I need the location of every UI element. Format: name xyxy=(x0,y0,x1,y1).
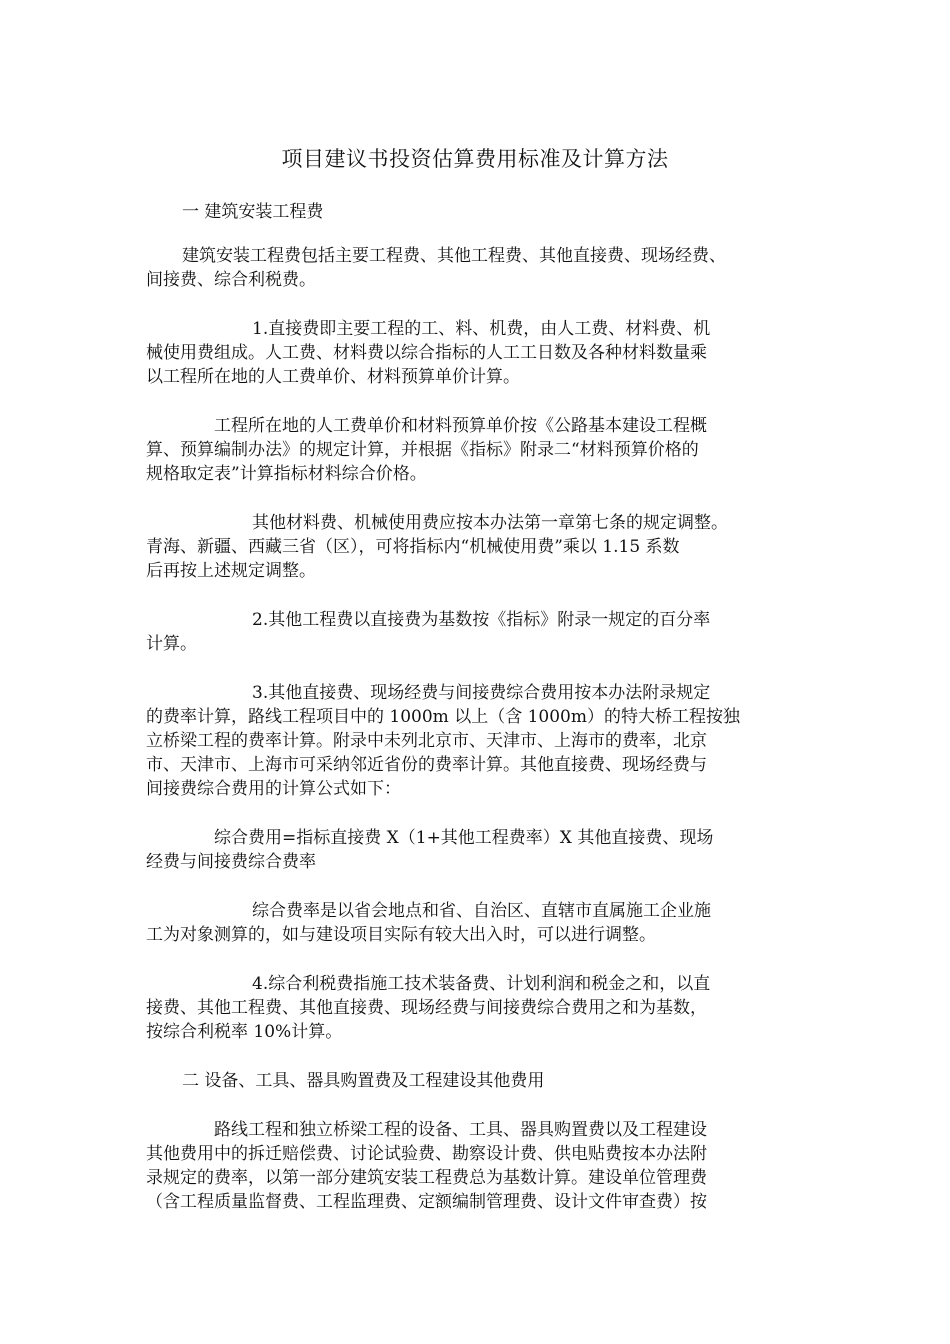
paragraph-line: 接费、其他工程费、其他直接费、现场经费与间接费综合费用之和为基数， xyxy=(146,998,707,1018)
paragraph-line: 以工程所在地的人工费单价、材料预算单价计算。 xyxy=(146,367,520,387)
paragraph-line: 间接费、综合利税费。 xyxy=(146,270,316,290)
paragraph-line: 后再按上述规定调整。 xyxy=(146,561,316,581)
paragraph-line: （含工程质量监督费、工程监理费、定额编制管理费、设计文件审查费）按 xyxy=(146,1192,707,1212)
paragraph-line: 工为对象测算的，如与建设项目实际有较大出入时，可以进行调整。 xyxy=(146,925,656,945)
paragraph-line: 4.综合利税费指施工技术装备费、计划利润和税金之和，以直 xyxy=(252,974,711,994)
paragraph-line: 规格取定表”计算指标材料综合价格。 xyxy=(146,464,427,484)
paragraph-line: 建筑安装工程费包括主要工程费、其他工程费、其他直接费、现场经费、 xyxy=(182,246,726,266)
section-heading-2: 二 设备、工具、器具购置费及工程建设其他费用 xyxy=(182,1071,545,1091)
paragraph-line: 械使用费组成。人工费、材料费以综合指标的人工工日数及各种材料数量乘 xyxy=(146,343,707,363)
document-title: 项目建议书投资估算费用标准及计算方法 xyxy=(281,147,669,171)
section-heading-1: 一 建筑安装工程费 xyxy=(182,202,324,222)
paragraph-line: 工程所在地的人工费单价和材料预算单价按《公路基本建设工程概 xyxy=(214,416,707,436)
paragraph-line: 3.其他直接费、现场经费与间接费综合费用按本办法附录规定 xyxy=(252,683,711,703)
paragraph-line: 的费率计算，路线工程项目中的 1000m 以上（含 1000m）的特大桥工程按独 xyxy=(146,707,740,727)
paragraph-line: 路线工程和独立桥梁工程的设备、工具、器具购置费以及工程建设 xyxy=(214,1120,707,1140)
formula-line: 经费与间接费综合费率 xyxy=(146,852,316,872)
paragraph-line: 算、预算编制办法》的规定计算，并根据《指标》附录二“材料预算价格的 xyxy=(146,440,699,460)
paragraph-line: 其他费用中的拆迁赔偿费、讨论试验费、勘察设计费、供电贴费按本办法附 xyxy=(146,1144,707,1164)
paragraph-line: 计算。 xyxy=(146,634,197,654)
paragraph-line: 青海、新疆、西藏三省（区），可将指标内“机械使用费”乘以 1.15 系数 xyxy=(146,537,680,557)
paragraph-line: 间接费综合费用的计算公式如下： xyxy=(146,779,401,799)
paragraph-line: 2.其他工程费以直接费为基数按《指标》附录一规定的百分率 xyxy=(252,610,711,630)
paragraph-line: 综合费率是以省会地点和省、自治区、直辖市直属施工企业施 xyxy=(252,901,711,921)
paragraph-line: 录规定的费率，以第一部分建筑安装工程费总为基数计算。建设单位管理费 xyxy=(146,1168,707,1188)
paragraph-line: 其他材料费、机械使用费应按本办法第一章第七条的规定调整。 xyxy=(252,513,728,533)
formula-line: 综合费用=指标直接费 X（1+其他工程费率）X 其他直接费、现场 xyxy=(214,828,714,848)
paragraph-line: 市、天津市、上海市可采纳邻近省份的费率计算。其他直接费、现场经费与 xyxy=(146,755,707,775)
paragraph-line: 立桥梁工程的费率计算。附录中未列北京市、天津市、上海市的费率，北京 xyxy=(146,731,707,751)
paragraph-line: 按综合利税率 10%计算。 xyxy=(146,1022,343,1042)
paragraph-line: 1.直接费即主要工程的工、料、机费，由人工费、材料费、机 xyxy=(252,319,711,339)
